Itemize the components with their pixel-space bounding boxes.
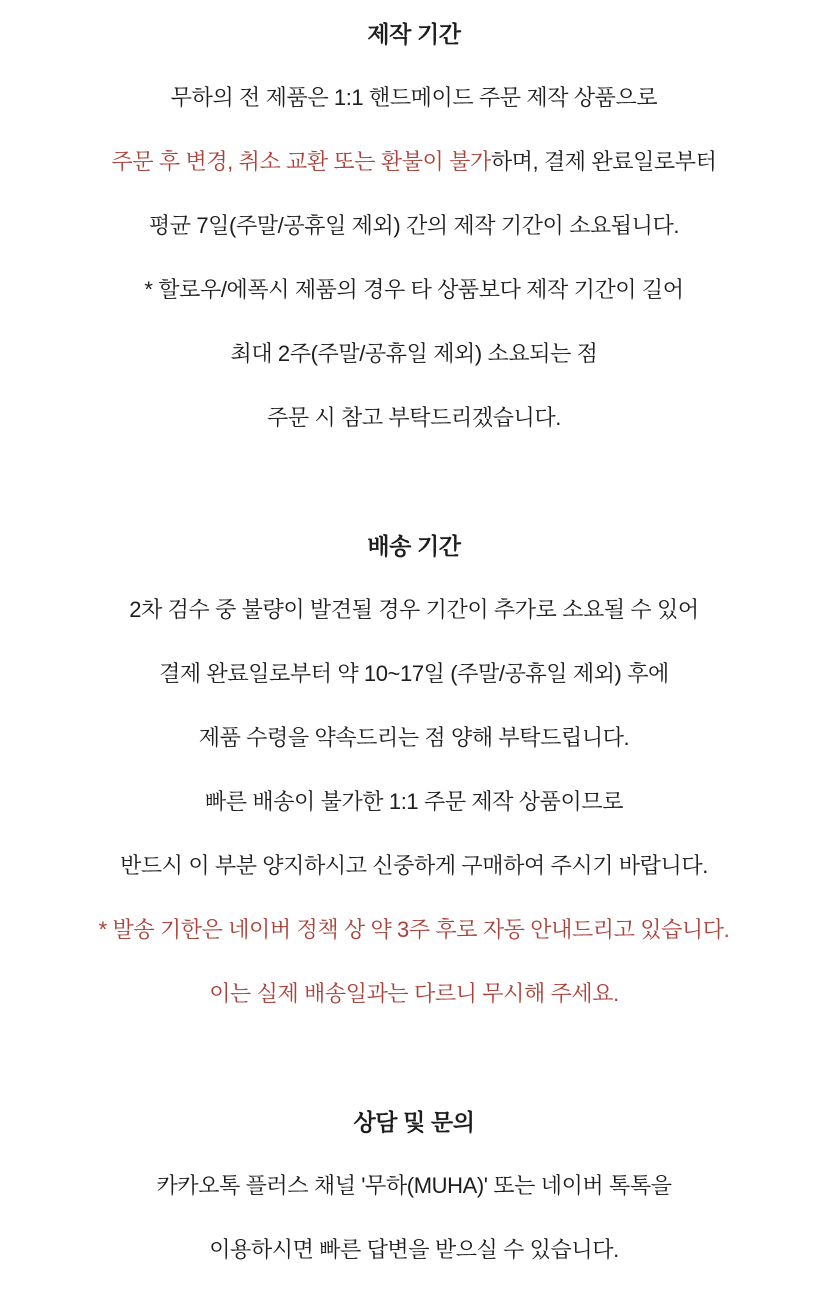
refund-policy-highlight: 주문 후 변경, 취소 교환 또는 환불이 불가 <box>111 149 491 174</box>
production-note-reference: 주문 시 참고 부탁드리겠습니다. <box>267 405 561 430</box>
section-divider-space <box>0 450 828 514</box>
production-line-handmade: 무하의 전 제품은 1:1 핸드메이드 주문 제작 상품으로 <box>170 85 658 110</box>
shipping-line-careful-purchase: 반드시 이 부분 양지하시고 신중하게 구매하여 주시기 바랍니다. <box>120 853 708 878</box>
production-line-duration: 평균 7일(주말/공휴일 제외) 간의 제작 기간이 소요됩니다. <box>148 213 680 238</box>
shipping-line-no-fast-shipping: 빠른 배송이 불가한 1:1 주문 제작 상품이므로 <box>204 789 624 814</box>
section-contact-inquiry <box>0 1090 828 1282</box>
production-line-refund-policy <box>0 130 828 194</box>
shipping-line-inspection: 2차 검수 중 불량이 발견될 경우 기간이 추가로 소요될 수 있어 <box>129 597 699 622</box>
shipping-note-naver-policy: * 발송 기한은 네이버 정책 상 약 3주 후로 자동 안내드리고 있습니다. <box>98 917 730 942</box>
section-production-period <box>0 2 828 450</box>
production-period-title: 제작 기간 <box>367 21 461 47</box>
contact-inquiry-title: 상담 및 문의 <box>353 1109 475 1135</box>
shipping-line-timeframe: 결제 완료일로부터 약 10~17일 (주말/공휴일 제외) 후에 <box>159 661 669 686</box>
shipping-period-title: 배송 기간 <box>367 533 461 559</box>
shipping-note-ignore-date: 이는 실제 배송일과는 다르니 무시해 주세요. <box>209 981 619 1006</box>
shipping-line-receipt: 제품 수령을 약속드리는 점 양해 부탁드립니다. <box>198 725 630 750</box>
production-note-max-two-weeks: 최대 2주(주말/공휴일 제외) 소요되는 점 <box>230 341 598 366</box>
production-note-hollow-epoxy: * 할로우/에폭시 제품의 경우 타 상품보다 제작 기간이 길어 <box>144 277 684 302</box>
contact-line-fast-reply: 이용하시면 빠른 답변을 받으실 수 있습니다. <box>209 1237 619 1262</box>
section-shipping-period <box>0 514 828 1026</box>
refund-policy-rest: 하며, 결제 완료일로부터 <box>490 149 717 174</box>
contact-line-channels: 카카오톡 플러스 채널 '무하(MUHA)' 또는 네이버 톡톡을 <box>156 1173 672 1198</box>
section-divider-space <box>0 1026 828 1090</box>
